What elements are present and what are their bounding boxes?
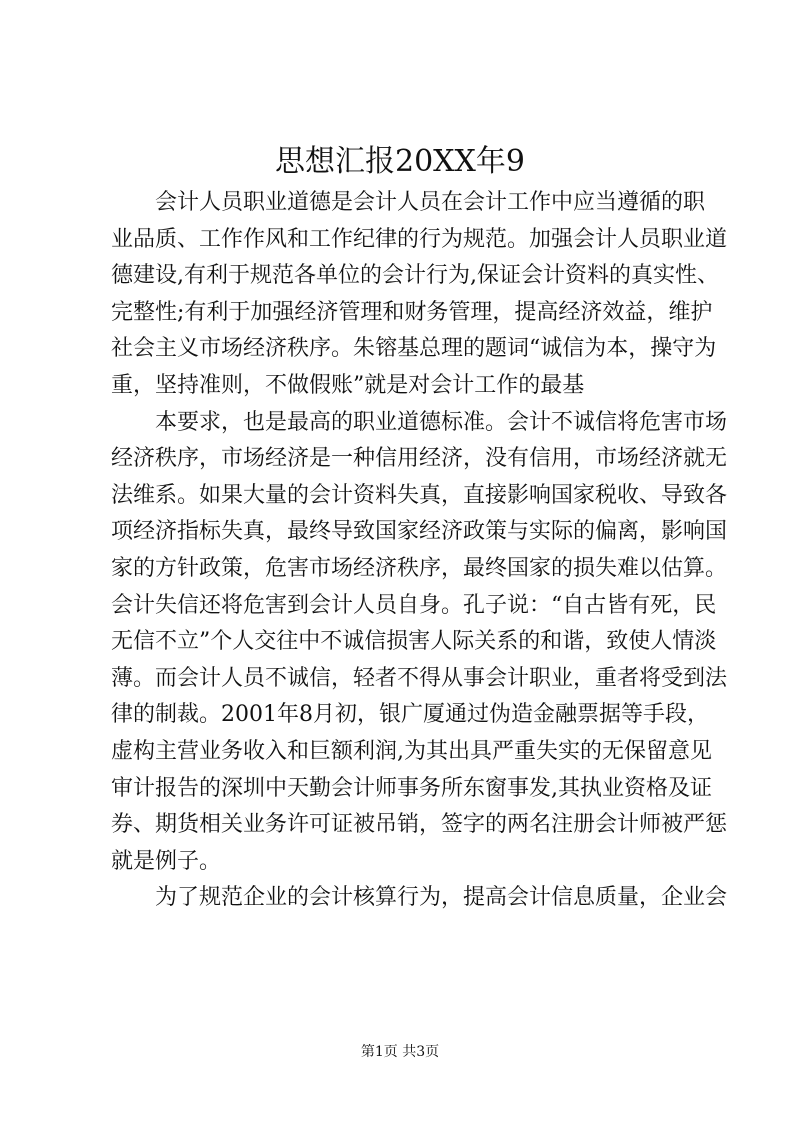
paragraph-2-line-9: 律的制裁。2001年8月初，银广厦通过伪造金融票据等手段， [111, 702, 709, 728]
document-body [111, 185, 728, 917]
paragraph-2-line-11: 审计报告的深圳中天勤会计师事务所东窗事发,其执业资格及证 [111, 775, 712, 801]
paragraph-1-line-2: 业品质、工作作风和工作纪律的行为规范。加强会计人员职业道 [111, 226, 728, 252]
paragraph-1-line-4: 完整性;有利于加强经济管理和财务管理，提高经济效益，维护 [111, 299, 713, 325]
paragraph-2-line-4: 项经济指标失真，最终导致国家经济政策与实际的偏离，影响国 [111, 519, 728, 545]
paragraph-2-line-1: 本要求，也是最高的职业道德标准。会计不诚信将危害市场 [155, 409, 728, 435]
paragraph-2-line-10: 虚构主营业务收入和巨额利润,为其出具严重失实的无保留意见 [111, 738, 712, 764]
paragraph-2-line-13: 就是例子。 [111, 848, 222, 874]
paragraph-1-line-6: 重，坚持准则，不做假账”就是对会计工作的最基 [111, 372, 585, 398]
document-title: 思想汇报20XX年9 [275, 144, 525, 179]
paragraph-2-line-7: 无信不立”个人交往中不诚信损害人际关系的和谐，致使人情淡 [111, 629, 717, 655]
paragraph-2-line-12: 券、期货相关业务许可证被吊销，签字的两名注册会计师被严惩 [111, 812, 728, 838]
page-number-footer: 第1页 共3页 [360, 1044, 440, 1060]
paragraph-2-line-8: 薄。而会计人员不诚信，轻者不得从事会计职业，重者将受到法 [111, 665, 728, 691]
paragraph-2-line-2: 经济秩序，市场经济是一种信用经济，没有信用，市场经济就无 [111, 446, 728, 472]
paragraph-3-line-1: 为了规范企业的会计核算行为，提高会计信息质量，企业会 [155, 885, 728, 911]
paragraph-2-line-3: 法维系。如果大量的会计资料失真，直接影响国家税收、导致各 [111, 482, 728, 508]
paragraph-1-line-5: 社会主义市场经济秩序。朱镕基总理的题词“诚信为本，操守为 [111, 336, 717, 362]
paragraph-1-line-1: 会计人员职业道德是会计人员在会计工作中应当遵循的职 [155, 190, 706, 215]
paragraph-1-line-3: 德建设,有利于规范各单位的会计行为,保证会计资料的真实性、 [111, 263, 719, 289]
paragraph-2-line-6: 会计失信还将危害到会计人员自身。孔子说：“自古皆有死，民 [111, 592, 717, 618]
paragraph-2-line-5: 家的方针政策，危害市场经济秩序，最终国家的损失难以估算。 [111, 555, 728, 581]
